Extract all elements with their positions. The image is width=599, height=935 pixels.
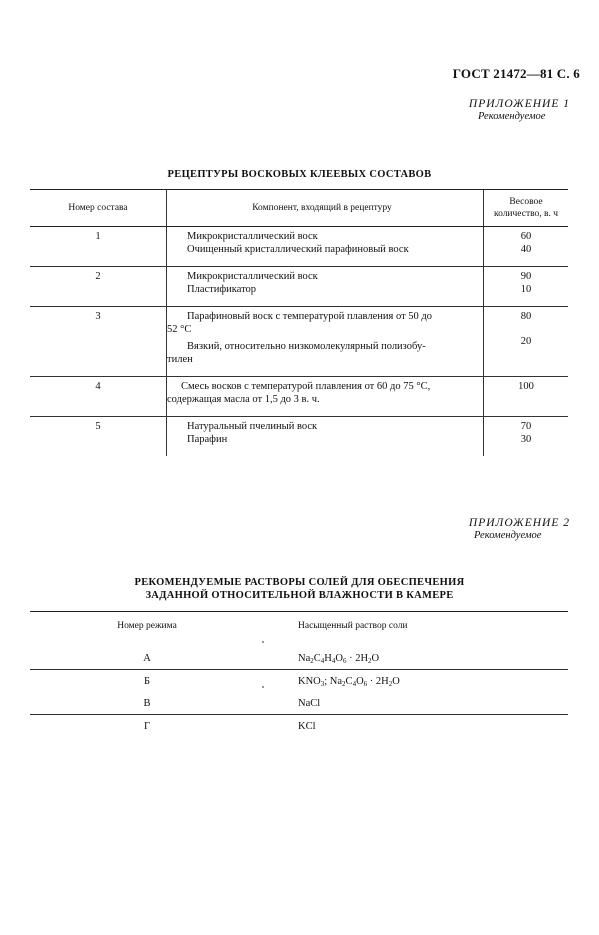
salt-cell xyxy=(264,692,568,715)
row-components xyxy=(167,307,484,377)
row-number: 1 xyxy=(30,227,167,267)
amount-text: 30 xyxy=(520,433,532,445)
row-amounts xyxy=(484,227,569,267)
component-text: Пластификатор xyxy=(187,283,257,295)
component-text: Парафин xyxy=(187,433,228,445)
amount-text: 10 xyxy=(520,283,532,295)
mode-cell: А xyxy=(30,639,264,670)
row-components xyxy=(167,267,484,307)
table-row xyxy=(30,307,568,377)
appendix-2-title-line-1: РЕКОМЕНДУЕМЫЕ РАСТВОРЫ СОЛЕЙ ДЛЯ ОБЕСПЕЧЕНИЯ xyxy=(134,577,465,588)
row-number: 3 xyxy=(30,307,167,377)
col-header-amount: Весовое количество, в. ч xyxy=(484,190,569,227)
document-header-code: ГОСТ 21472—81 С. 6 xyxy=(452,66,580,81)
component-text: содержащая масла от 1,5 до 3 в. ч. xyxy=(167,393,320,405)
salt-solutions-table xyxy=(30,611,568,737)
salt-cell xyxy=(264,639,568,670)
row-components xyxy=(167,417,484,457)
table-row xyxy=(30,670,568,693)
row-amounts xyxy=(484,267,569,307)
component-text: Вязкий, относительно низкомолекулярный полизобу- xyxy=(187,341,426,352)
row-number: 4 xyxy=(30,377,167,417)
amount-text: 40 xyxy=(520,243,532,255)
component-text: Смесь восков с температурой плавления от 60 до 75 °С, xyxy=(181,381,431,392)
salt-formula: KCl xyxy=(298,721,316,732)
amount-text: 100 xyxy=(518,381,534,392)
row-components xyxy=(167,377,484,417)
appendix-2-title-line-2: ЗАДАННОЙ ОТНОСИТЕЛЬНОЙ ВЛАЖНОСТИ В КАМЕРЕ xyxy=(145,590,454,601)
salt-formula: $KNO_3$; $Na_2C_4O_6 \cdot 2H_2O$ xyxy=(298,676,400,688)
row-number: 5 xyxy=(30,417,167,457)
amount-text: 20 xyxy=(520,335,532,347)
mode-cell: Г xyxy=(143,721,151,732)
wax-recipes-table xyxy=(30,189,568,456)
component-text: тилен xyxy=(167,353,193,365)
row-amounts xyxy=(484,377,569,417)
row-amounts xyxy=(484,307,569,377)
appendix-2-label: ПРИЛОЖЕНИЕ 2 xyxy=(468,517,570,529)
component-text: Натуральный пчелиный воск xyxy=(187,421,318,432)
appendix-1-label: ПРИЛОЖЕНИЕ 1 xyxy=(468,98,570,110)
appendix-2-sub: Рекомендуемое xyxy=(474,530,542,541)
col-header-number: Номер состава xyxy=(30,190,167,227)
row-amounts xyxy=(484,417,569,457)
table-row xyxy=(30,227,568,267)
salt-cell xyxy=(264,715,568,738)
amount-text: 60 xyxy=(520,231,532,242)
salt-cell xyxy=(264,670,568,693)
mode-cell: Б xyxy=(143,676,151,687)
table-row xyxy=(30,377,568,417)
col-header-component: Компонент, входящий в рецептуру xyxy=(167,190,484,227)
amount-text: 70 xyxy=(520,421,532,432)
table-row xyxy=(30,639,568,670)
table-row xyxy=(30,267,568,307)
appendix-1-title: РЕЦЕПТУРЫ ВОСКОВЫХ КЛЕЕВЫХ СОСТАВОВ xyxy=(167,169,432,180)
appendix-1-sub: Рекомендуемое xyxy=(478,111,546,122)
amount-text: 90 xyxy=(520,271,532,282)
table-row xyxy=(30,417,568,457)
component-text: Очищенный кристаллический парафиновый воск xyxy=(187,243,409,255)
row-components xyxy=(167,227,484,267)
salt-formula: NaCl xyxy=(298,698,321,709)
component-text: Микрокристаллический воск xyxy=(187,271,318,282)
amount-text: 80 xyxy=(520,311,532,322)
row-number: 2 xyxy=(30,267,167,307)
component-text: Микрокристаллический воск xyxy=(187,231,318,242)
salt-formula: $Na_2C_4H_4O_6 \cdot 2H_2O$ xyxy=(298,653,380,665)
col-header-solution: Насыщенный раствор соли xyxy=(264,612,568,640)
table-row xyxy=(30,715,568,738)
table-row xyxy=(30,692,568,715)
mode-cell: В xyxy=(30,692,264,715)
component-text: 52 °С xyxy=(167,323,192,335)
col-header-mode: Номер режима xyxy=(30,612,264,640)
component-text: Парафиновый воск с температурой плавления от 50 до xyxy=(187,311,433,322)
